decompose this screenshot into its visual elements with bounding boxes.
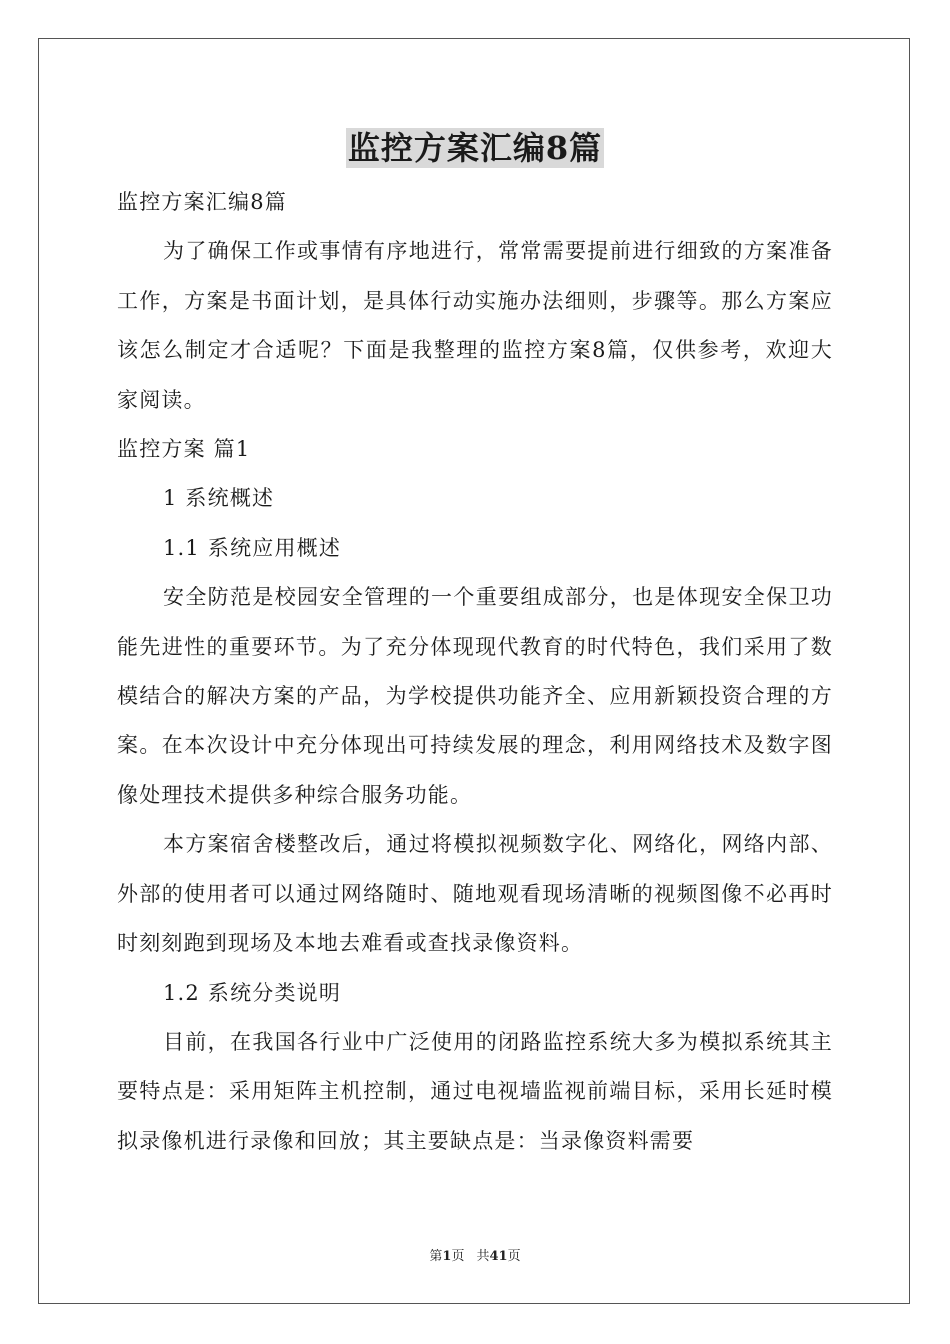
heading-classification: 1.2 系统分类说明: [163, 980, 342, 1005]
total-suffix: 页: [507, 1249, 521, 1264]
section-heading-1: 监控方案 篇1: [117, 437, 251, 462]
heading-system-overview: 1 系统概述: [163, 486, 275, 511]
page-suffix: 页: [451, 1249, 465, 1264]
page-footer: [0, 1248, 950, 1266]
total-prefix: 共: [476, 1249, 490, 1264]
paragraph-subtitle: 监控方案汇编8篇: [117, 190, 287, 214]
page-prefix: 第: [429, 1249, 443, 1264]
paragraph-dormitory: 本方案宿舍楼整改后，通过将模拟视频数字化、网络化，网络内部、外部的使用者可以通过网络随时、随地观看现场清晰的视频图像不必再时时刻刻跑到现场及本地去难看或查找录像资料。: [117, 832, 833, 956]
paragraph-intro: 为了确保工作或事情有序地进行，常常需要提前进行细致的方案准备工作，方案是书面计划，是具体行动实施办法细则，步骤等。那么方案应该怎么制定才合适呢？下面是我整理的监控方案8篇，仅供参考，欢迎大家阅读。: [117, 239, 833, 412]
paragraph-security: 安全防范是校园安全管理的一个重要组成部分，也是体现安全保卫功能先进性的重要环节。为了充分体现现代教育的时代特色，我们采用了数模结合的解决方案的产品，为学校提供功能齐全、应用新颖投资合理的方案。在本次设计中充分体现出可持续发展的理念，利用网络技术及数字图像处理技术提供多种综合服务功能。: [117, 585, 833, 807]
page-number: 1: [442, 1249, 452, 1264]
total-pages: 41: [489, 1249, 508, 1264]
title-container: [0, 128, 950, 168]
heading-application-overview: 1.1 系统应用概述: [163, 535, 342, 560]
document-body: [117, 178, 833, 1166]
document-title: 监控方案汇编8篇: [347, 129, 603, 167]
paragraph-current-systems: 目前，在我国各行业中广泛使用的闭路监控系统大多为模拟系统其主要特点是：采用矩阵主机控制，通过电视墙监视前端目标，采用长延时模拟录像机进行录像和回放；其主要缺点是：当录像资料需要: [117, 1029, 833, 1153]
